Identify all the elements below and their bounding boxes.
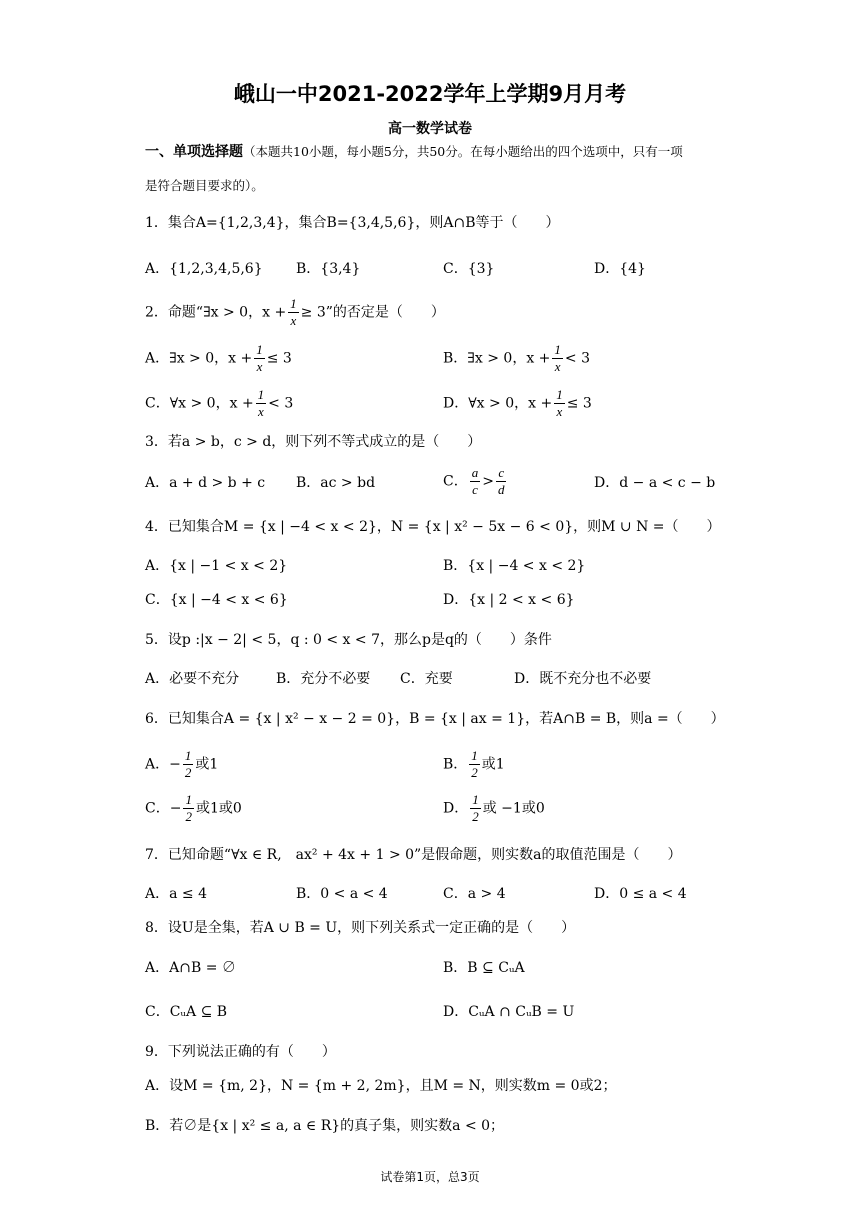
q3-option-a: A．a + d > b + c xyxy=(145,475,266,491)
q5-option-d: D．既不充分也不必要 xyxy=(514,671,652,687)
q2-option-d: D．∀x > 0，x + $\frac{1}{x}$ ≤ 3 xyxy=(443,387,592,419)
q1-option-d: D．{4} xyxy=(594,261,646,277)
q2-fraction: $\frac{1}{x}$ xyxy=(290,296,297,328)
q9-stem: 9．下列说法正确的有（ ） xyxy=(145,1044,336,1060)
q2-stem-post: ≥ 3”的否定是（ ） xyxy=(300,304,445,321)
q7-stem: 7．已知命题“∀x ∈ R, ax² + 4x + 1 > 0”是假命题，则实数a的取值范围是（ ） xyxy=(145,847,682,863)
q7-option-c: C．a > 4 xyxy=(443,886,506,902)
q5-option-b: B．充分不必要 xyxy=(276,671,371,687)
q3-stem: 3．若a > b，c > d，则下列不等式成立的是（ ） xyxy=(145,434,482,450)
q6-option-c: C．− $\frac{1}{2}$ 或1或0 xyxy=(145,792,242,824)
q4-option-c: C．{x | −4 < x < 6} xyxy=(145,592,288,608)
q6-option-d: D． $\frac{1}{2}$ 或 −1或0 xyxy=(443,792,545,824)
q3-option-d: D．d − a < c − b xyxy=(594,475,716,491)
q4-option-a: A．{x | −1 < x < 2} xyxy=(145,558,288,574)
q6-option-a: A．− $\frac{1}{2}$ 或1 xyxy=(145,748,219,780)
q7-option-d: D．0 ≤ a < 4 xyxy=(594,886,687,902)
q7-option-a: A．a ≤ 4 xyxy=(145,886,207,902)
q3-option-c: C． $\frac{a}{c}$ > $\frac{c}{d}$ xyxy=(443,465,505,497)
q1-option-a: A．{1,2,3,4,5,6} xyxy=(145,261,263,277)
q4-option-d: D．{x | 2 < x < 6} xyxy=(443,592,575,608)
page-subtitle: 高一数学试卷 xyxy=(388,121,472,137)
q2-option-b: B．∃x > 0，x + $\frac{1}{x}$ < 3 xyxy=(443,342,590,374)
q9-option-a: A．设M = {m, 2}，N = {m + 2, 2m}，且M = N，则实数m = 0或2； xyxy=(145,1078,617,1094)
page-footer: 试卷第1页，总3页 xyxy=(380,1170,480,1184)
q2-option-c: C．∀x > 0，x + $\frac{1}{x}$ < 3 xyxy=(145,387,294,419)
q6-stem: 6．已知集合A = {x | x² − x − 2 = 0}，B = {x | ax = 1}，若A∩B = B，则a =（ ） xyxy=(145,711,725,727)
q8-option-b: B．B ⊆ CᵤA xyxy=(443,960,525,976)
q9-option-b: B．若∅是{x | x² ≤ a, a ∈ R}的真子集，则实数a < 0； xyxy=(145,1118,505,1134)
q7-option-b: B．0 < a < 4 xyxy=(296,886,388,902)
q6-option-b: B． $\frac{1}{2}$ 或1 xyxy=(443,748,505,780)
q3-option-b: B．ac > bd xyxy=(296,475,376,491)
q2-option-a: A．∃x > 0，x + $\frac{1}{x}$ ≤ 3 xyxy=(145,342,292,374)
q2-stem-pre: 2．命题“∃x > 0，x + xyxy=(145,304,287,321)
q4-option-b: B．{x | −4 < x < 2} xyxy=(443,558,586,574)
section-note-1: （本题共10小题，每小题5分，共50分。在每小题给出的四个选项中，只有一项 xyxy=(243,144,683,159)
q5-option-a: A．必要不充分 xyxy=(145,671,240,687)
q8-option-c: C．CᵤA ⊆ B xyxy=(145,1004,228,1020)
page-title: 峨山一中2021-2022学年上学期9月月考 xyxy=(233,82,627,106)
q8-option-d: D．CᵤA ∩ CᵤB = U xyxy=(443,1004,575,1020)
q2-stem xyxy=(145,296,445,329)
q1-option-b: B．{3,4} xyxy=(296,261,361,277)
section-heading-line xyxy=(145,143,683,161)
q8-option-a: A．A∩B = ∅ xyxy=(145,960,236,976)
section-note-2: 是符合题目要求的）。 xyxy=(145,178,264,193)
q1-option-c: C．{3} xyxy=(443,261,495,277)
q1-stem: 1．集合A={1,2,3,4}，集合B={3,4,5,6}，则A∩B等于（ ） xyxy=(145,215,560,231)
q5-stem: 5．设p :|x − 2| < 5，q : 0 < x < 7，那么p是q的（ ）条件 xyxy=(145,632,552,648)
section-heading: 一、单项选择题 xyxy=(145,144,243,160)
q8-stem: 8．设U是全集，若A ∪ B = U，则下列关系式一定正确的是（ ） xyxy=(145,920,576,936)
q5-option-c: C．充要 xyxy=(400,671,453,687)
q4-stem: 4．已知集合M = {x | −4 < x < 2}，N = {x | x² − 5x − 6 < 0}，则M ∪ N =（ ） xyxy=(145,519,721,535)
